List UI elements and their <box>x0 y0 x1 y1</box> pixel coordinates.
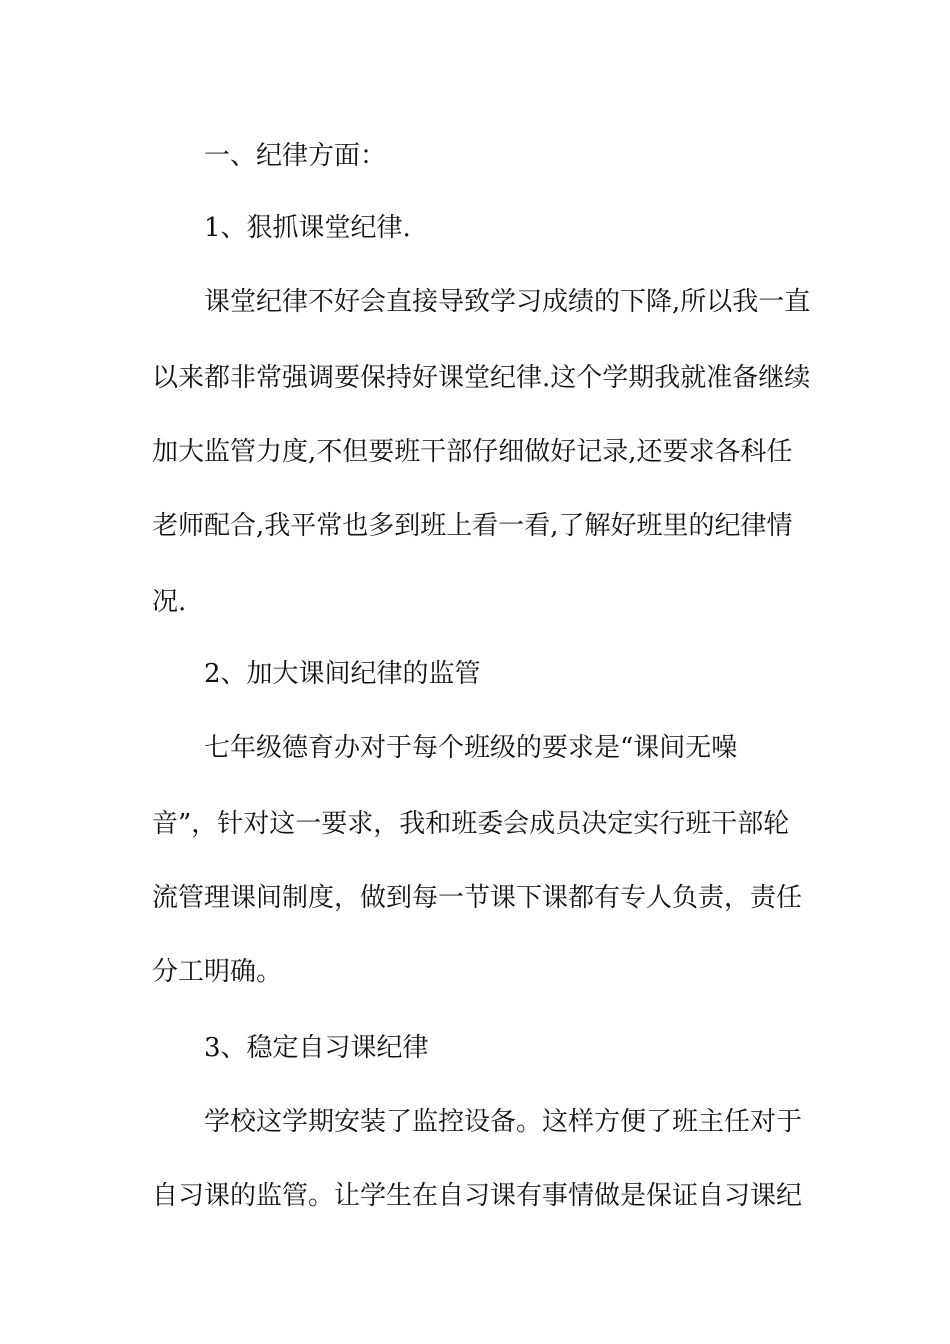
subheading-break-discipline: 2、加大课间纪律的监管 <box>204 659 481 689</box>
paragraph-line: 以来都非常强调要保持好课堂纪律.这个学期我就准备继续 <box>152 363 811 393</box>
paragraph-line: 七年级德育办对于每个班级的要求是“课间无噪 <box>204 733 738 763</box>
paragraph-line: 况. <box>152 587 187 617</box>
subheading-self-study-discipline: 3、稳定自习课纪律 <box>204 1033 429 1063</box>
paragraph-line: 加大监管力度,不但要班干部仔细做好记录,还要求各科任 <box>152 437 793 467</box>
paragraph-line: 分工明确。 <box>152 957 283 987</box>
paragraph-line: 课堂纪律不好会直接导致学习成绩的下降,所以我一直 <box>204 287 811 317</box>
subheading-classroom-discipline: 1、狠抓课堂纪律. <box>204 213 411 243</box>
section-heading-discipline: 一、纪律方面： <box>204 141 387 171</box>
paragraph-line: 流管理课间制度，做到每一节课下课都有专人负责，责任 <box>152 883 803 913</box>
paragraph-line: 音”，针对这一要求，我和班委会成员决定实行班干部轮 <box>152 809 790 839</box>
paragraph-line: 学校这学期安装了监控设备。这样方便了班主任对于 <box>204 1107 803 1137</box>
paragraph-line: 老师配合,我平常也多到班上看一看,了解好班里的纪律情 <box>152 511 793 541</box>
paragraph-line: 自习课的监管。让学生在自习课有事情做是保证自习课纪 <box>152 1181 803 1211</box>
